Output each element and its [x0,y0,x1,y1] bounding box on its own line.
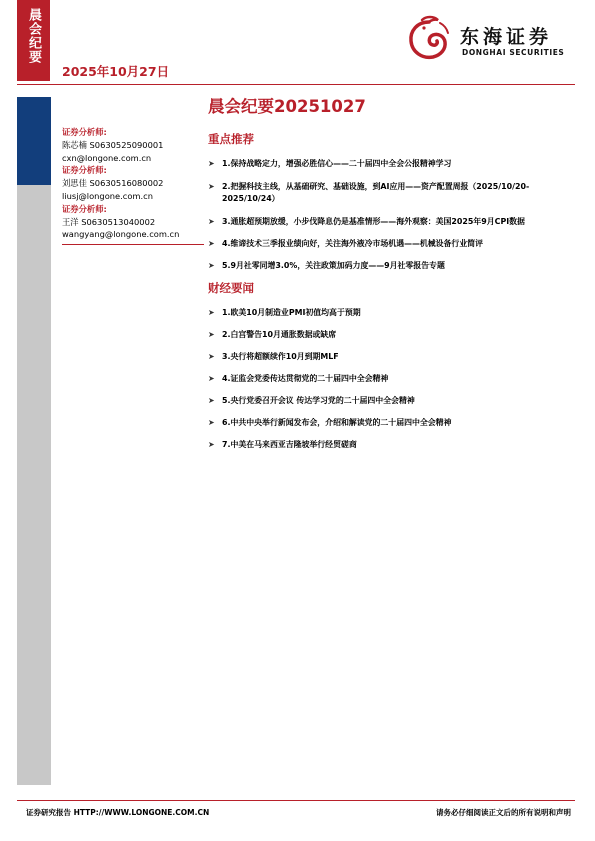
sidebar-gray-bar [17,185,51,785]
analyst-name-cert: 刘思佳 S0630516080002 [62,178,164,189]
analyst-email: wangyang@longone.com.cn [62,229,180,240]
key-item-text: 4.维谛技术三季报业绩向好，关注海外液冷市场机遇——机械设备行业简评 [222,239,483,248]
key-item[interactable] [208,260,578,272]
news-item-text: 2.白宫警告10月通胀数据或缺席 [222,330,337,339]
footer-disclaimer: 请务必仔细阅读正文后的所有说明和声明 [436,808,571,817]
report-date: 2025年10月27日 [62,64,170,79]
footer-divider [17,800,575,801]
key-item[interactable] [208,238,578,250]
company-logo [404,14,576,64]
key-item-text: 5.9月社零同增3.0%，关注政策加码力度——9月社零报告专题 [222,261,445,270]
report-type-tab [17,0,50,81]
header-divider [17,84,575,85]
news-item[interactable] [208,351,578,363]
arrow-bullet-icon: ➤ [208,330,215,339]
arrow-bullet-icon: ➤ [208,418,215,427]
news-item-text: 3.央行将超额续作10月到期MLF [222,352,339,361]
analyst-list [62,126,202,245]
analyst-entry [62,164,202,202]
news-item[interactable] [208,417,578,429]
analyst-email: liusj@longone.com.cn [62,190,153,201]
arrow-bullet-icon: ➤ [208,261,215,270]
news-item[interactable] [208,329,578,341]
arrow-bullet-icon: ➤ [208,440,215,449]
news-item[interactable] [208,439,578,451]
key-item-text: 3.通胀超预期放缓，小步伐降息仍是基准情形——海外观察：美国2025年9月CPI数据 [222,217,525,226]
arrow-bullet-icon: ➤ [208,217,215,226]
arrow-bullet-icon: ➤ [208,374,215,383]
analyst-role: 证券分析师: [62,165,107,176]
analyst-name-cert: 陈芯楠 S0630525090001 [62,139,164,150]
arrow-bullet-icon: ➤ [208,159,215,168]
analyst-divider [62,244,204,245]
section-title-news: 财经要闻 [208,281,254,295]
news-item-text: 6.中共中央举行新闻发布会，介绍和解读党的二十届四中全会精神 [222,418,452,427]
analyst-name-cert: 王洋 S0630513040002 [62,216,156,227]
news-item[interactable] [208,395,578,407]
news-item[interactable] [208,373,578,385]
analyst-role: 证券分析师: [62,203,107,214]
footer-website[interactable]: 证券研究报告 HTTP://WWW.LONGONE.COM.CN [26,808,210,817]
key-item[interactable] [208,216,578,228]
key-item[interactable] [208,158,578,170]
key-item[interactable] [208,181,578,204]
arrow-bullet-icon: ➤ [208,308,215,317]
dragon-emblem-icon [404,14,454,64]
logo-english-name: DONGHAI SECURITIES [462,48,565,57]
news-item[interactable] [208,307,578,319]
section-title-key: 重点推荐 [208,132,254,146]
arrow-bullet-icon: ➤ [208,352,215,361]
document-title: 晨会纪要20251027 [208,97,366,116]
sidebar-accent-bar [17,97,51,185]
arrow-bullet-icon: ➤ [208,182,215,191]
analyst-entry [62,203,202,241]
analyst-email: cxn@longone.com.cn [62,152,152,163]
key-item-text: 1.保持战略定力，增强必胜信心——二十届四中全会公报精神学习 [222,159,452,168]
arrow-bullet-icon: ➤ [208,239,215,248]
news-item-text: 1.欧美10月制造业PMI初值均高于预期 [222,308,361,317]
key-item-text: 2.把握科技主线，从基础研究、基础设施，到AI应用——资产配置周报（2025/10/20-2025/10/24） [222,182,530,203]
arrow-bullet-icon: ➤ [208,396,215,405]
news-item-text: 4.证监会党委传达贯彻党的二十届四中全会精神 [222,374,389,383]
logo-chinese-name: 东海证券 [460,26,553,48]
analyst-role: 证券分析师: [62,127,107,137]
news-item-text: 7.中美在马来西亚吉隆坡举行经贸磋商 [222,440,357,449]
news-item-text: 5.央行党委召开会议 传达学习党的二十届四中全会精神 [222,396,415,405]
analyst-entry [62,126,202,164]
report-type-label: 晨会纪要 [26,8,41,64]
